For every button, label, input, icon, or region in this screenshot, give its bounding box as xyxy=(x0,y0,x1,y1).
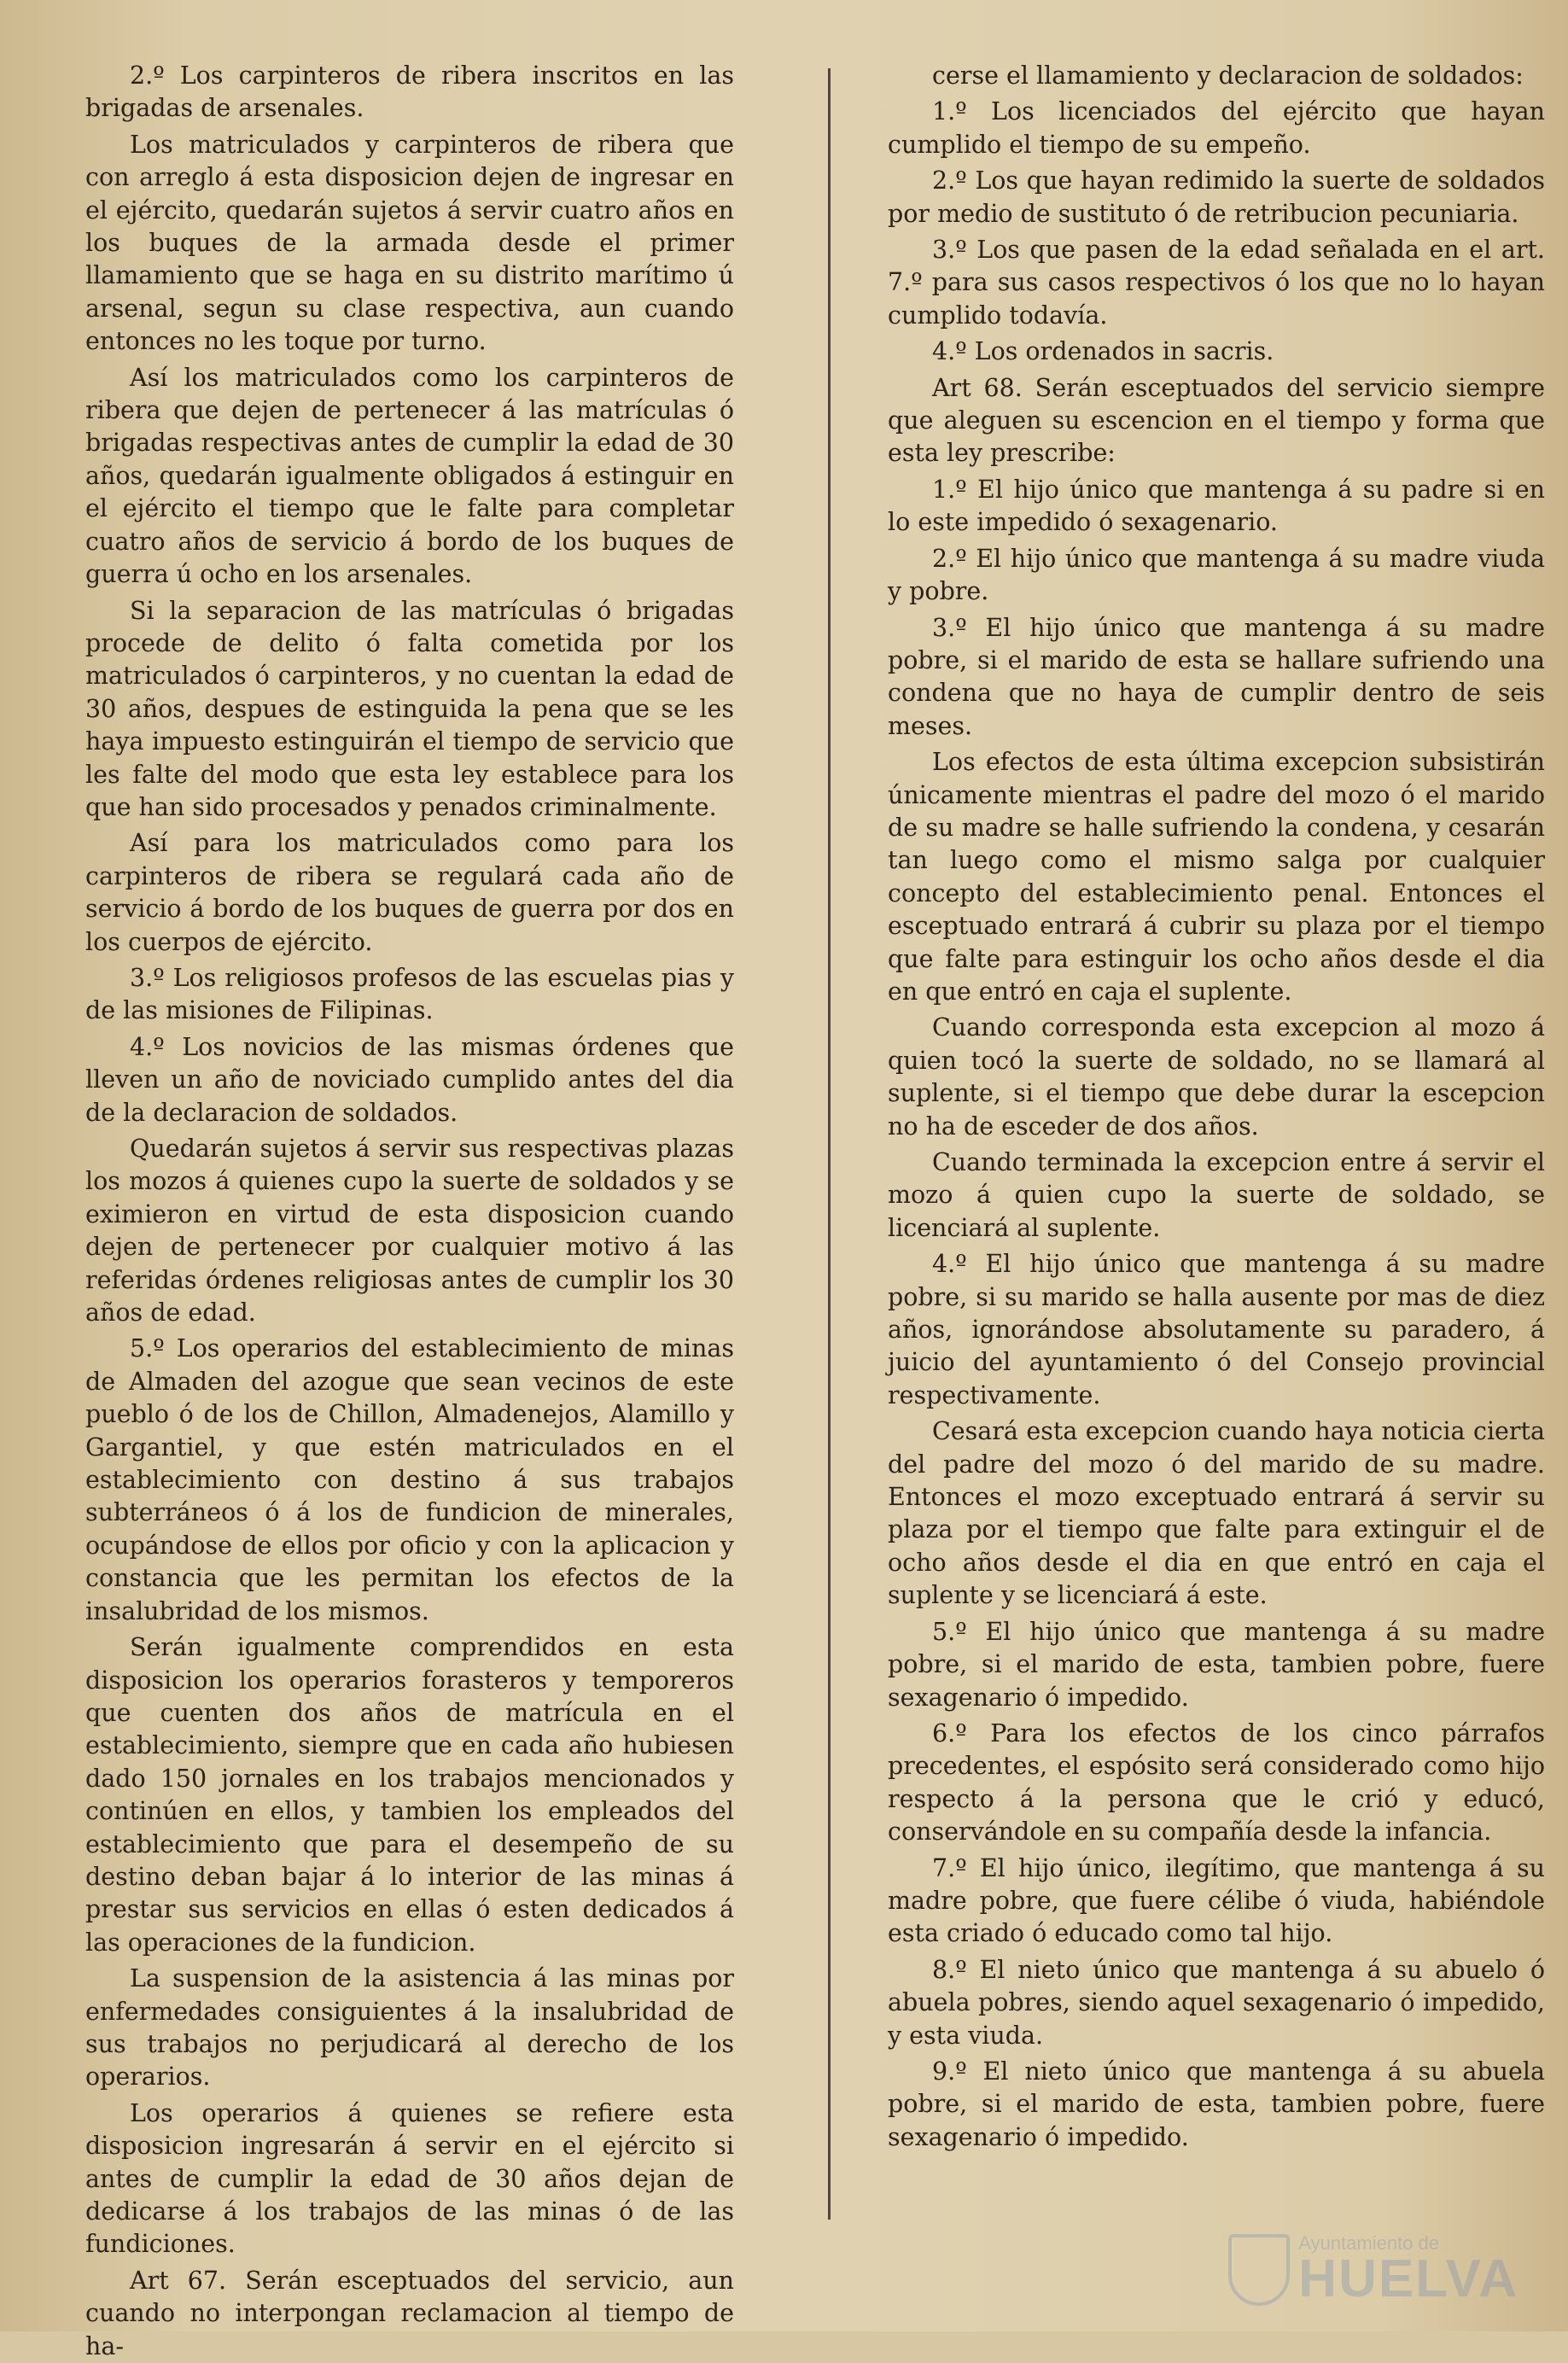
paragraph: La suspension de la asistencia á las minas por enfermedades consiguientes á la insalubridad de sus trabajos no perjudicará al derecho de los operarios. xyxy=(85,1964,734,2092)
paragraph: 3.º Los que pasen de la edad señalada en el art. 7.º para sus casos respectivos ó los que no lo hayan cumplido todavía. xyxy=(888,236,1545,330)
paragraph: 2.º El hijo único que mantenga á su madre viuda y pobre. xyxy=(888,544,1545,606)
paragraph: 3.º Los religiosos profesos de las escuelas pias y de las misiones de Filipinas. xyxy=(85,963,734,1025)
paragraph: Los efectos de esta última excepcion subsistirán únicamente mientras el padre del mozo ó el marido de su madre se halle sufriendo la condena, y cesarán tan luego como el mismo salga por cualquier concepto del establecimiento penal. Entonces el esceptuado entrará á cubrir su plaza por el tiempo que falte para estinguir los ocho años desde el dia en que entró en caja el suplente. xyxy=(888,748,1545,1006)
paragraph: Los operarios á quienes se refiere esta disposicion ingresarán á servir en el ejército si antes de cumplir la edad de 30 años dejan de dedicarse á los trabajos de las minas ó de las fundiciones. xyxy=(85,2098,734,2259)
paragraph: Así para los matriculados como para los carpinteros de ribera se regulará cada año de servicio á bordo de los buques de guerra por dos en los cuerpos de ejército. xyxy=(85,829,734,956)
paragraph: 1.º Los licenciados del ejército que hayan cumplido el tiempo de su empeño. xyxy=(888,97,1545,159)
paragraph: Los matriculados y carpinteros de ribera que con arreglo á esta disposicion dejen de ingresar en el ejército, quedarán sujetos á servir cuatro años en los buques de la armada desde el primer llamamiento que se haga en su distrito marítimo ú arsenal, segun su clase respectiva, aun cuando entonces no les toque por turno. xyxy=(85,130,734,356)
left-column xyxy=(85,60,734,2363)
column-divider xyxy=(828,68,831,2220)
paragraph: 5.º El hijo único que mantenga á su madre pobre, si el marido de esta, tambien pobre, fuere sexagenario ó impedido. xyxy=(888,1617,1545,1712)
paragraph: 7.º El hijo único, ilegítimo, que mantenga á su madre pobre, que fuere célibe ó viuda, habiéndole esta criado ó educado como tal hijo. xyxy=(888,1853,1545,1948)
paragraph: Así los matriculados como los carpinteros de ribera que dejen de pertenecer á las matrículas ó brigadas respectivas antes de cumplir la edad de 30 años, quedarán igualmente obligados á estinguir en el ejército el tiempo que le falte para completar cuatro años de servicio á bordo de los buques de guerra ú ocho en los arsenales. xyxy=(85,363,734,589)
paragraph: 9.º El nieto único que mantenga á su abuela pobre, si el marido de esta, tambien pobre, fuere sexagenario ó impedido. xyxy=(888,2057,1545,2151)
watermark-small: Ayuntamiento de xyxy=(1298,2232,1440,2254)
paragraph: 2.º Los que hayan redimido la suerte de soldados por medio de sustituto ó de retribucion pecuniaria. xyxy=(888,166,1545,228)
paragraph: 4.º El hijo único que mantenga á su madre pobre, si su marido se halla ausente por mas de diez años, ignorándose absolutamente su paradero, á juicio del ayuntamiento ó del Consejo provincial respectivamente. xyxy=(888,1250,1545,1409)
paragraph: Art 68. Serán esceptuados del servicio siempre que aleguen su escencion en el tiempo y forma que esta ley prescribe: xyxy=(888,373,1545,468)
paragraph: Serán igualmente comprendidos en esta disposicion los operarios forasteros y temporeros que cuenten dos años de matrícula en el establecimiento, siempre que en cada año hubiesen dado 150 jornales en los trabajos mencionados y continúen en ellos, y tambien los empleados del establecimiento que para el desempeño de su destino deban bajar á lo interior de las minas á prestar sus servicios en ellas ó esten dedicados á las operaciones de la fundicion. xyxy=(85,1633,734,1957)
paragraph: Cuando terminada la excepcion entre á servir el mozo á quien cupo la suerte de soldado, se licenciará al suplente. xyxy=(888,1148,1545,1242)
paragraph: 4.º Los novicios de las mismas órdenes que lleven un año de noviciado cumplido antes del dia de la declaracion de soldados. xyxy=(85,1032,734,1127)
paragraph: Cesará esta excepcion cuando haya noticia cierta del padre del mozo ó del marido de su madre. Entonces el mozo exceptuado entrará á servir su plaza por el tiempo que falte para extinguir el de ocho años desde el dia en que entró en caja el suplente y se licenciará á este. xyxy=(888,1417,1545,1610)
paragraph: Quedarán sujetos á servir sus respectivas plazas los mozos á quienes cupo la suerte de soldados y se eximieron en virtud de esta disposicion cuando dejen de pertenecer por cualquier motivo á las referidas órdenes religiosas antes de cumplir los 30 años de edad. xyxy=(85,1135,734,1327)
right-column xyxy=(888,60,1545,2154)
paragraph: 8.º El nieto único que mantenga á su abuelo ó abuela pobres, siendo aquel sexagenario ó impedido, y esta viuda. xyxy=(888,1955,1545,2050)
paragraph: 3.º El hijo único que mantenga á su madre pobre, si el marido de esta se hallare sufriendo una condena que no haya de cumplir dentro de seis meses. xyxy=(888,613,1545,740)
paragraph: cerse el llamamiento y declaracion de soldados: xyxy=(932,61,1524,90)
paragraph: Si la separacion de las matrículas ó brigadas procede de delito ó falta cometida por los matriculados ó carpinteros, y no cuentan la edad de 30 años, despues de estinguida la pena que se les haya impuesto estinguirán el tiempo de servicio que les falte del modo que esta ley establece para los que han sido procesados y penados criminalmente. xyxy=(85,596,734,821)
paragraph: Art 67. Serán esceptuados del servicio, aun cuando no interpongan reclamacion al tiempo de ha- xyxy=(85,2266,734,2360)
watermark-big: HUELVA xyxy=(1298,2249,1518,2308)
archive-watermark xyxy=(1228,2234,1518,2306)
paragraph: 4.º Los ordenados in sacris. xyxy=(932,337,1274,366)
paragraph: Cuando corresponda esta excepcion al mozo á quien tocó la suerte de soldado, no se llamará al suplente, si el tiempo que debe durar la escepcion no ha de esceder de dos años. xyxy=(888,1013,1545,1141)
paragraph: 6.º Para los efectos de los cinco párrafos precedentes, el espósito será considerado como hijo respecto á la persona que le crió y educó, conservándole en su compañía desde la infancia. xyxy=(888,1718,1545,1847)
paragraph: 1.º El hijo único que mantenga á su padre si en lo este impedido ó sexagenario. xyxy=(888,475,1545,537)
watermark-text xyxy=(1298,2234,1518,2306)
paragraph: 5.º Los operarios del establecimiento de minas de Almaden del azogue que sean vecinos de este pueblo ó de los de Chillon, Almadenejos, Alamillo y Gargantiel, y que estén matriculados en el establecimiento con destino á sus trabajos subterráneos ó á los de fundicion de minerales, ocupándose de ellos por oficio y con la aplicacion y constancia que les permitan los efectos de la insalubridad de los mismos. xyxy=(85,1334,734,1625)
paragraph: 2.º Los carpinteros de ribera inscritos en las brigadas de arsenales. xyxy=(85,61,734,123)
shield-icon xyxy=(1228,2234,1290,2306)
